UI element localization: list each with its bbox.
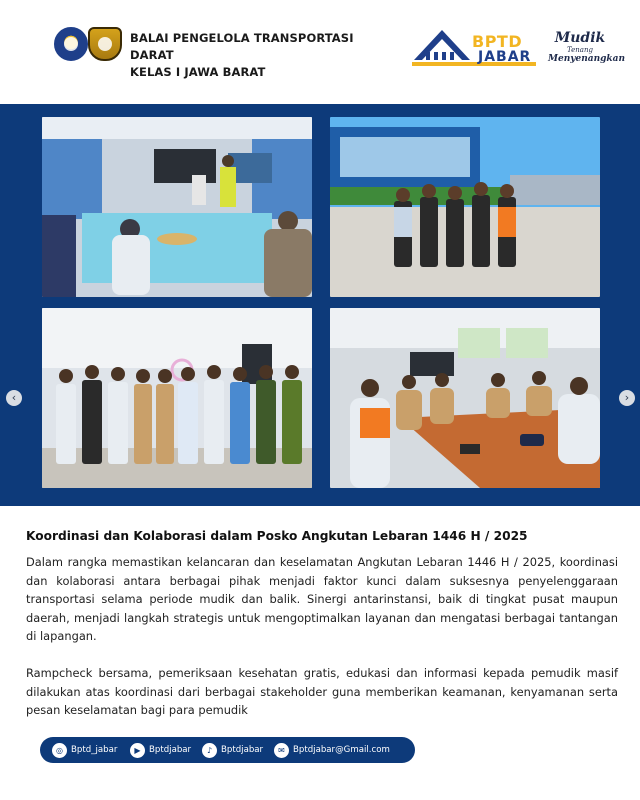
- social-link-email[interactable]: [274, 742, 390, 758]
- mudik-logo-word3: Menyenangkan: [548, 54, 626, 64]
- social-label-youtube: Bptdjabar: [149, 745, 192, 755]
- social-link-tiktok[interactable]: [202, 742, 263, 758]
- shield-emblem-icon: [88, 27, 122, 61]
- social-link-youtube[interactable]: [130, 742, 191, 758]
- title-line-2: KELAS I JAWA BARAT: [130, 65, 266, 79]
- group-outdoor-photo: [330, 117, 600, 297]
- social-label-email: Bptdjabar@Gmail.com: [293, 745, 390, 755]
- mudik-logo-word2: Tenang: [567, 46, 593, 54]
- meeting-room-photo: [42, 117, 312, 297]
- tiktok-icon: ♪: [202, 743, 217, 758]
- social-link-instagram[interactable]: [52, 742, 117, 758]
- article: [26, 528, 618, 720]
- chevron-right-icon[interactable]: ›: [619, 390, 635, 406]
- header: [0, 0, 640, 104]
- bptd-jabar-logo: [412, 24, 544, 70]
- photo-gallery: [0, 104, 640, 506]
- article-paragraph-1: Dalam rangka memastikan kelancaran dan keselamatan Angkutan Lebaran 1446 H / 2025, koordinasi dan kolaborasi antara berbagai pihak menjadi faktor kunci dalam suksesnya penyelenggaraan transportasi selama periode mudik dan balik. Sinergi antarinstansi, baik di tingkat pusat maupun daerah, menjadi langkah strategis untuk mengoptimalkan layanan dan mengatasi berbagai tantangan di lapangan.: [26, 555, 618, 644]
- email-icon: ✉: [274, 743, 289, 758]
- chevron-left-icon[interactable]: ‹: [6, 390, 22, 406]
- coordination-table-photo: [330, 308, 600, 488]
- mudik-logo-word1: Mudik: [554, 30, 606, 46]
- title-line-1: BALAI PENGELOLA TRANSPORTASI DARAT: [130, 31, 354, 62]
- social-label-instagram: Bptd_jabar: [71, 745, 118, 755]
- bptd-logo-bottom: JABAR: [478, 49, 532, 65]
- bptd-logo-top: BPTD: [472, 32, 523, 51]
- social-label-tiktok: Bptdjabar: [221, 745, 264, 755]
- instagram-icon: ◎: [52, 743, 67, 758]
- dishub-emblem-icon: [54, 27, 88, 61]
- mudik-tenang-logo: [548, 30, 626, 74]
- officials-lineup-photo: [42, 308, 312, 488]
- social-links-bar: [40, 737, 415, 763]
- youtube-icon: ▶: [130, 743, 145, 758]
- organization-title: [130, 30, 390, 81]
- article-paragraph-2: Rampcheck bersama, pemeriksaan kesehatan gratis, edukasi dan informasi kepada pemudik masif dilakukan atas koordinasi dari berbagai stakeholder guna memberikan keamanan, kenyamanan serta pesan keselamatan bagi para pemudik: [26, 665, 618, 718]
- article-title: Koordinasi dan Kolaborasi dalam Posko Angkutan Lebaran 1446 H / 2025: [26, 529, 528, 543]
